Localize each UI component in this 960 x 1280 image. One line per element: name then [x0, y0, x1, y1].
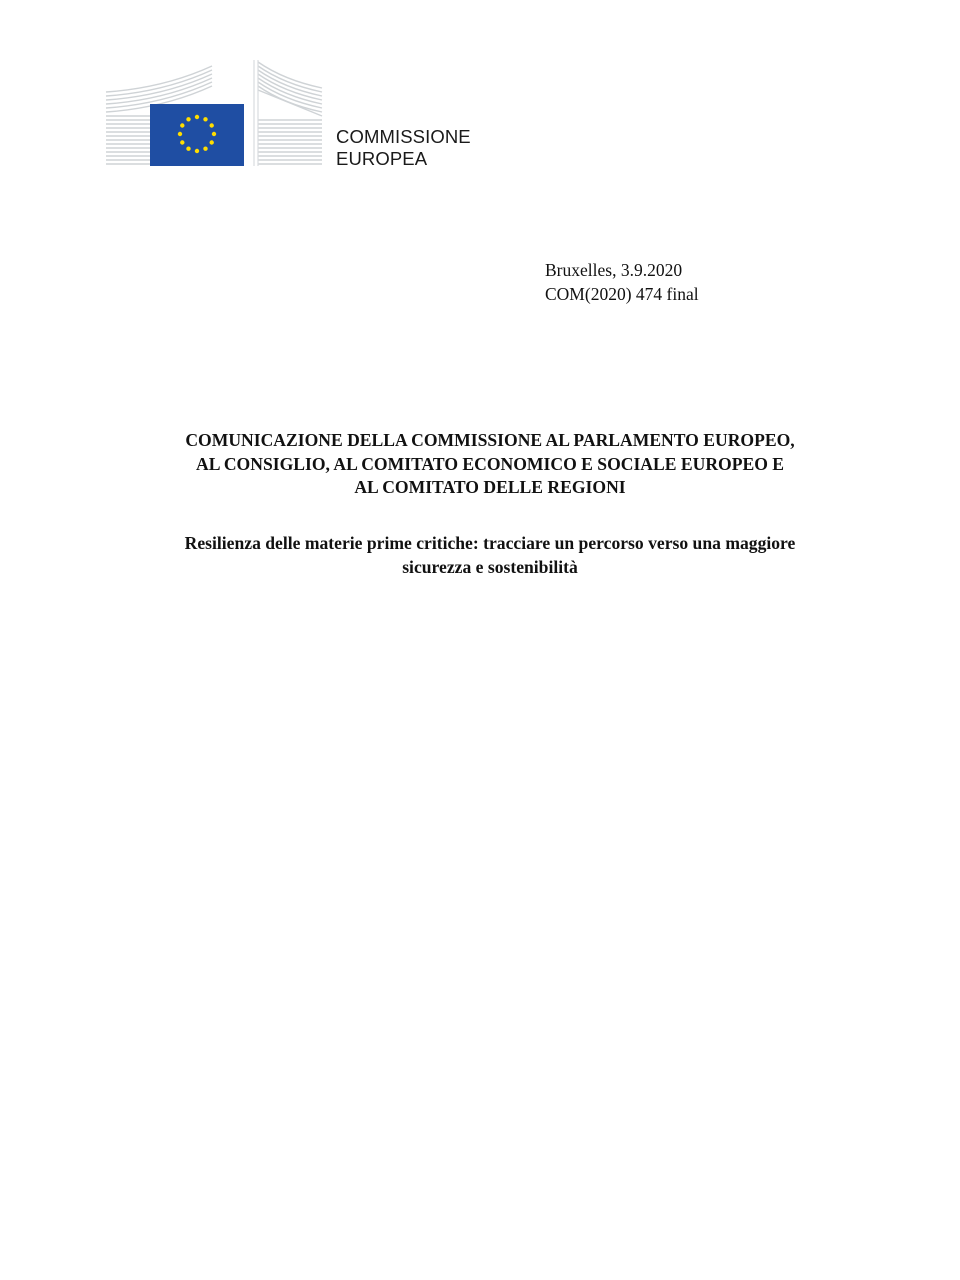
place-date: Bruxelles, 3.9.2020 [545, 260, 683, 280]
title-line3: AL COMITATO DELLE REGIONI [354, 477, 626, 497]
subtitle-line2: sicurezza e sostenibilità [402, 556, 578, 577]
title-line2: AL CONSIGLIO, AL COMITATO ECONOMICO E SOCIALE EUROPEO E [195, 453, 785, 474]
eu-flag-icon [150, 104, 244, 166]
document-title [60, 429, 920, 500]
subtitle-line1: Resilienza delle materie prime critiche: tracciare un percorso verso una maggiore [184, 533, 796, 553]
org-name-line1: COMMISSIONE [336, 126, 471, 147]
document-reference [545, 258, 699, 306]
org-name-line2: EUROPEA [336, 148, 428, 169]
european-commission-logo [104, 58, 484, 173]
document-number: COM(2020) 474 final [545, 284, 699, 304]
organization-name [336, 126, 471, 170]
title-line1: COMUNICAZIONE DELLA COMMISSIONE AL PARLAMENTO EUROPEO, [185, 430, 795, 450]
document-subtitle [60, 532, 920, 579]
